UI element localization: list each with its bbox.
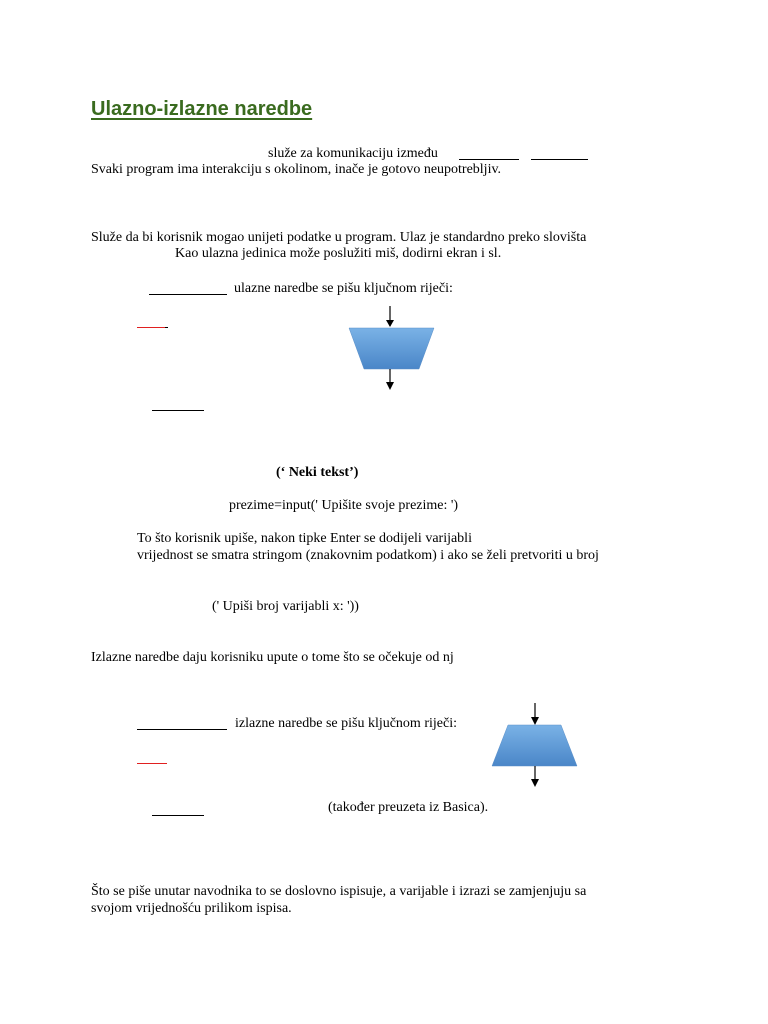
input-example-2: (' Upiši broj varijabli x: ')) (212, 599, 359, 614)
intro-line-1: služe za komunikaciju između (268, 146, 438, 161)
page-title: Ulazno-izlazne naredbe (91, 98, 313, 120)
blank-line (165, 327, 168, 328)
output-line-1: Izlazne naredbe daju korisniku upute o tome što se očekuje od nj (91, 650, 454, 665)
blank-line (531, 159, 588, 160)
output-basic-note: (također preuzeta iz Basica). (328, 800, 489, 815)
red-blank-line (137, 327, 165, 328)
blank-line (149, 294, 227, 295)
blank-line (137, 729, 227, 730)
input-example-bold: (‘ Neki tekst’) (276, 465, 359, 480)
input-example-code: prezime=input(' Upišite svoje prezime: ') (229, 498, 459, 513)
output-keyword-text: izlazne naredbe se pišu ključnom riječi: (235, 716, 457, 731)
input-note-2: vrijednost se smatra stringom (znakovnim podatkom) i ako se želi pretvoriti u broj (137, 548, 599, 563)
blank-line (152, 815, 204, 816)
blank-line (152, 410, 204, 411)
output-final-2: svojom vrijednošću prilikom ispisa. (91, 901, 292, 916)
input-line-1: Služe da bi korisnik mogao unijeti podatke u program. Ulaz je standardno preko slovišta (91, 230, 587, 245)
red-blank-line (137, 763, 167, 764)
blank-line (459, 159, 519, 160)
input-note-1: To što korisnik upiše, nakon tipke Enter se dodijeli varijabli (137, 531, 472, 546)
output-final-1: Što se piše unutar navodnika to se doslovno ispisuje, a varijable i izrazi se zamjenjuju sa (91, 884, 587, 899)
input-trapezoid-icon (340, 300, 440, 395)
input-line-2: Kao ulazna jedinica može poslužiti miš, dodirni ekran i sl. (175, 246, 502, 261)
intro-line-2: Svaki program ima interakciju s okolinom, inače je gotovo neupotrebljiv. (91, 162, 502, 177)
output-trapezoid-icon (485, 700, 585, 792)
input-keyword-text: ulazne naredbe se pišu ključnom riječi: (234, 281, 453, 296)
